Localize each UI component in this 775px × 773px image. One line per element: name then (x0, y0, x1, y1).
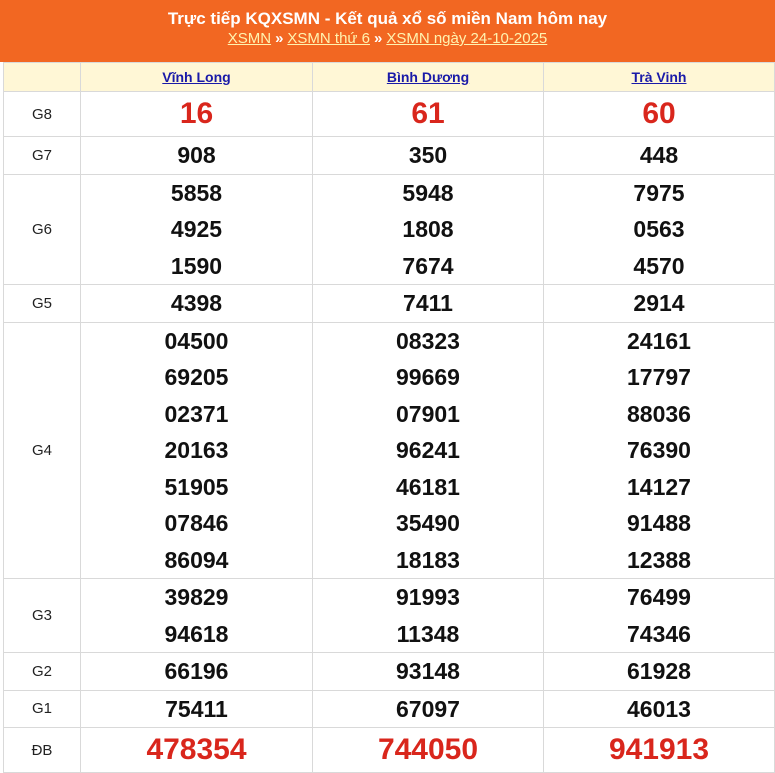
breadcrumb-link-xsmn-thu6[interactable]: XSMN thứ 6 (287, 30, 370, 47)
breadcrumb-separator: » (373, 30, 383, 47)
prize-row (4, 137, 775, 175)
result-number: 24161 (627, 327, 691, 354)
result-number: 60 (642, 97, 676, 130)
result-number: 04500 (164, 327, 229, 354)
results-body (4, 92, 775, 773)
province-header-row (4, 63, 775, 92)
prize-label: G6 (4, 174, 81, 285)
result-number: 941913 (608, 733, 710, 766)
result-number: 75411 (165, 695, 228, 722)
result-number: 16 (179, 97, 214, 130)
result-number: 61 (411, 97, 445, 130)
result-cell (313, 174, 544, 285)
prize-label: ĐB (4, 728, 81, 773)
result-number: 76390 (627, 437, 691, 463)
result-number: 350 (408, 142, 448, 168)
prize-row (4, 690, 775, 728)
breadcrumb-link-xsmn[interactable]: XSMN (227, 30, 272, 47)
page-title: Trực tiếp KQXSMN - Kết quả xổ số miền Nam hôm nay (167, 9, 608, 28)
prize-row (4, 285, 775, 323)
result-cell (544, 653, 775, 691)
result-cell (313, 728, 544, 773)
prize-row (4, 728, 775, 773)
prize-row (4, 174, 775, 285)
result-number: 11348 (396, 620, 460, 647)
result-number: 20163 (164, 437, 229, 463)
breadcrumb-separator: » (275, 30, 284, 47)
result-number: 66196 (164, 658, 229, 684)
result-number: 93148 (396, 658, 460, 684)
prize-label: G5 (4, 285, 81, 323)
result-cell (81, 653, 313, 691)
result-number: 46181 (396, 473, 460, 500)
result-number: 51905 (164, 473, 229, 500)
result-number: 12388 (627, 546, 691, 573)
prize-label: G8 (4, 92, 81, 137)
result-number: 7975 (633, 179, 685, 206)
prize-label: G3 (4, 579, 81, 653)
result-cell (81, 690, 313, 728)
result-cell (81, 285, 313, 323)
province-link-vinh-long[interactable]: Vĩnh Long (162, 69, 231, 85)
breadcrumb (0, 29, 775, 49)
prize-label: G7 (4, 137, 81, 175)
result-number: 744050 (377, 733, 479, 766)
result-cell (544, 728, 775, 773)
result-number: 2914 (633, 290, 685, 316)
result-number: 39829 (164, 584, 229, 610)
breadcrumb-link-xsmn-date[interactable]: XSMN ngày 24-10-2025 (386, 30, 548, 47)
result-number: 448 (639, 142, 679, 168)
result-cell (544, 690, 775, 728)
results-table (3, 62, 775, 773)
result-number: 1808 (402, 216, 454, 242)
result-number: 96241 (396, 437, 460, 463)
result-number: 478354 (146, 733, 247, 766)
prize-row (4, 579, 775, 653)
result-cell (313, 322, 544, 579)
prize-row (4, 653, 775, 691)
result-number: 4398 (170, 290, 223, 316)
result-number: 5948 (402, 179, 454, 206)
result-number: 908 (177, 142, 216, 168)
prize-label: G2 (4, 653, 81, 691)
result-number: 14127 (627, 473, 691, 500)
result-number: 07846 (164, 510, 229, 536)
result-cell (544, 174, 775, 285)
result-number: 18183 (396, 546, 460, 573)
result-cell (313, 690, 544, 728)
prize-label: G1 (4, 690, 81, 728)
prize-column-header (4, 63, 81, 92)
result-number: 46013 (627, 695, 691, 722)
result-number: 86094 (164, 546, 229, 573)
result-cell (81, 579, 313, 653)
result-cell (81, 728, 313, 773)
result-number: 61928 (627, 658, 691, 684)
province-header (544, 63, 775, 92)
prize-label: G4 (4, 322, 81, 579)
result-number: 5858 (170, 179, 223, 206)
result-cell (81, 92, 313, 137)
page-header (0, 0, 775, 62)
result-number: 4925 (170, 216, 223, 242)
result-cell (313, 137, 544, 175)
result-number: 4570 (633, 252, 685, 279)
result-cell (544, 579, 775, 653)
result-cell (313, 285, 544, 323)
result-number: 88036 (627, 400, 691, 427)
result-cell (544, 137, 775, 175)
result-number: 7674 (402, 252, 454, 279)
result-number: 94618 (164, 620, 229, 647)
result-cell (544, 285, 775, 323)
result-cell (313, 653, 544, 691)
result-number: 1590 (170, 252, 223, 279)
result-number: 17797 (627, 364, 691, 390)
result-number: 0563 (633, 216, 685, 242)
province-header (81, 63, 313, 92)
result-number: 69205 (164, 364, 229, 390)
result-number: 76499 (627, 584, 691, 610)
result-number: 02371 (164, 400, 229, 427)
result-number: 91488 (627, 510, 691, 536)
result-cell (544, 322, 775, 579)
result-number: 7411 (403, 290, 453, 316)
result-number: 91993 (396, 584, 460, 610)
result-cell (81, 322, 313, 579)
result-number: 07901 (396, 400, 460, 427)
result-cell (313, 92, 544, 137)
prize-row (4, 92, 775, 137)
result-cell (313, 579, 544, 653)
prize-row (4, 322, 775, 579)
result-cell (544, 92, 775, 137)
province-link-tra-vinh[interactable]: Trà Vinh (631, 69, 687, 85)
province-header (313, 63, 544, 92)
result-number: 35490 (396, 510, 460, 536)
result-number: 99669 (396, 364, 460, 390)
result-number: 67097 (396, 695, 460, 722)
province-link-binh-duong[interactable]: Bình Dương (386, 69, 470, 85)
result-cell (81, 137, 313, 175)
result-number: 74346 (627, 620, 691, 647)
result-cell (81, 174, 313, 285)
result-number: 08323 (396, 327, 460, 354)
